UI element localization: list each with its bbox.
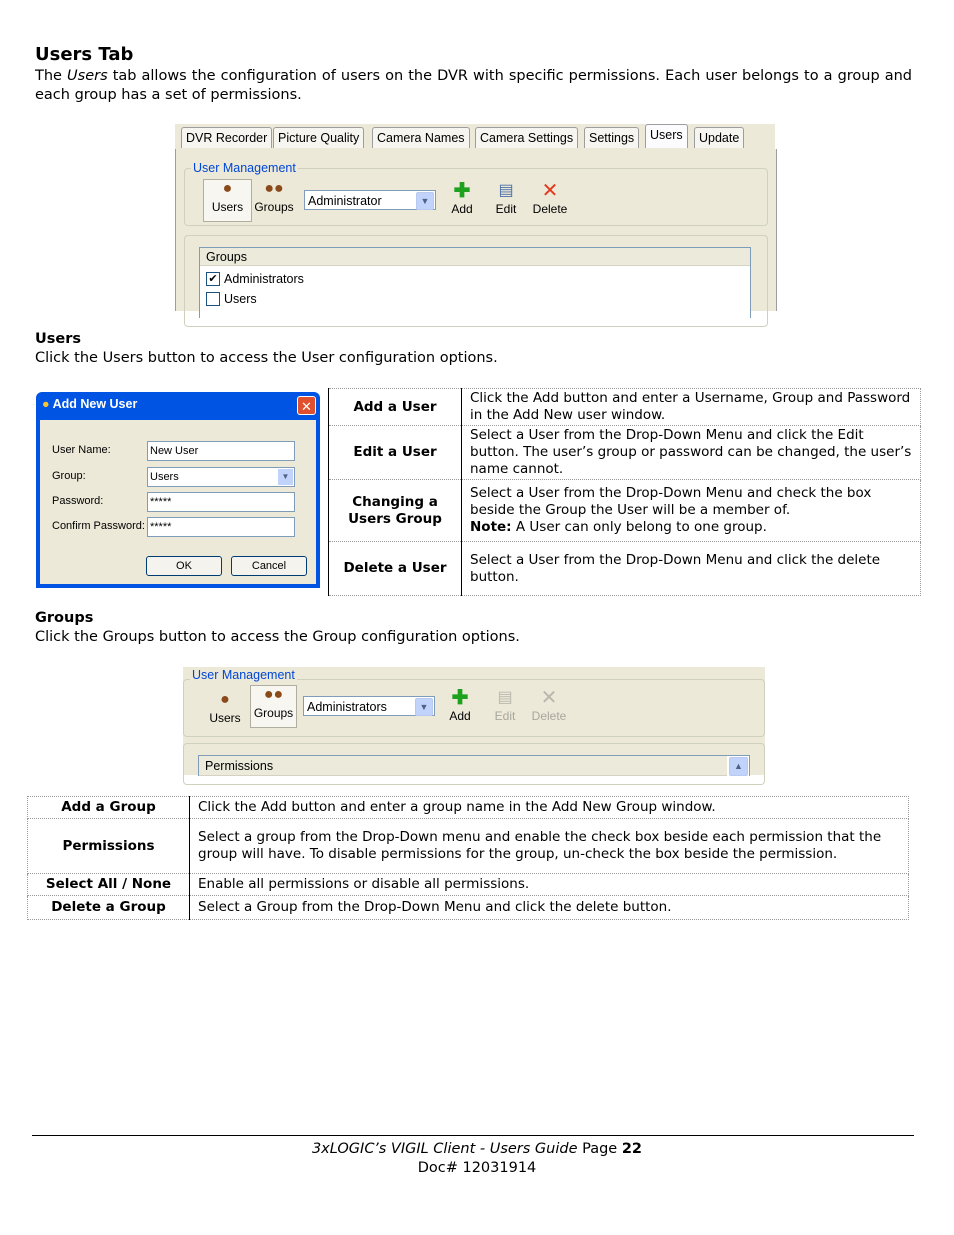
checkbox-icon: ✔ bbox=[208, 273, 218, 285]
edit-button[interactable] bbox=[488, 182, 524, 216]
users-button-label: Users bbox=[209, 711, 241, 725]
page-title: Users Tab bbox=[35, 44, 134, 65]
edit-icon: ▤ bbox=[497, 689, 513, 706]
delete-button-label: Delete bbox=[531, 709, 567, 723]
users-button[interactable] bbox=[203, 691, 247, 725]
dialog-title bbox=[42, 397, 137, 411]
tab-picture-quality[interactable]: Picture Quality bbox=[273, 127, 364, 148]
dialog-body bbox=[40, 420, 316, 584]
scroll-up-icon[interactable]: ▲ bbox=[729, 757, 748, 776]
groups-icon: ●● bbox=[263, 686, 284, 703]
users-icon: ● bbox=[220, 691, 230, 708]
footer-doc-number: Doc# 12031914 bbox=[417, 1160, 537, 1176]
delete-button-label: Delete bbox=[532, 202, 568, 216]
groups-heading: Groups bbox=[35, 610, 94, 626]
row-key: Delete a User bbox=[329, 542, 462, 596]
groups-description: Click the Groups button to access the Group configuration options. bbox=[35, 629, 520, 645]
users-tab-panel bbox=[175, 149, 777, 311]
delete-button[interactable] bbox=[528, 182, 572, 216]
group-select[interactable] bbox=[147, 467, 295, 487]
permissions-list-header: Permissions bbox=[199, 756, 727, 776]
tab-settings[interactable]: Settings bbox=[584, 127, 639, 148]
row-text: Click the Add button and enter a group name in the Add New Group window. bbox=[190, 797, 909, 819]
groups-button-label: Groups bbox=[253, 706, 294, 720]
edit-button[interactable] bbox=[487, 689, 523, 723]
edit-icon: ▤ bbox=[498, 182, 514, 199]
row-text-main: Select a User from the Drop-Down Menu and check the box beside the Group the User will be a member of. bbox=[470, 485, 872, 518]
users-button-label: Users bbox=[211, 200, 244, 214]
intro-text-start: The bbox=[35, 68, 68, 84]
row-key: Permissions bbox=[28, 819, 190, 874]
row-text: Select a User from the Drop-Down Menu and click the delete button. bbox=[462, 542, 921, 596]
row-key: Changing a Users Group bbox=[329, 480, 462, 542]
tab-update[interactable]: Update bbox=[694, 127, 744, 148]
user-management-title: User Management bbox=[193, 161, 296, 175]
intro-emphasis: Users bbox=[67, 68, 108, 84]
user-select-dropdown[interactable] bbox=[304, 190, 436, 210]
group-select-dropdown[interactable] bbox=[303, 696, 435, 716]
list-item-administrators: Administrators bbox=[224, 272, 304, 286]
users-heading: Users bbox=[35, 331, 82, 347]
add-icon: ✚ bbox=[451, 687, 469, 709]
table-row bbox=[329, 542, 921, 596]
table-row bbox=[329, 480, 921, 542]
username-field[interactable]: New User bbox=[147, 441, 295, 461]
group-dropdown-arrow-icon: ▼ bbox=[278, 469, 293, 485]
row-key: Add a User bbox=[329, 389, 462, 426]
confirm-password-label: Confirm Password: bbox=[52, 520, 145, 532]
delete-button[interactable] bbox=[527, 689, 571, 723]
table-row bbox=[28, 797, 909, 819]
intro-paragraph bbox=[35, 67, 912, 105]
tab-dvr-recorder[interactable]: DVR Recorder bbox=[181, 127, 272, 148]
add-button-label: Add bbox=[451, 202, 473, 216]
group-select-value: Administrators bbox=[307, 700, 387, 714]
delete-icon: ✕ bbox=[541, 180, 559, 202]
tab-users[interactable]: Users bbox=[645, 124, 688, 148]
edit-button-label: Edit bbox=[494, 709, 516, 723]
row-key: Edit a User bbox=[329, 426, 462, 480]
users-button[interactable] bbox=[203, 179, 252, 222]
users-icon: ● bbox=[222, 180, 233, 197]
table-row bbox=[28, 896, 909, 920]
password-label: Password: bbox=[52, 495, 104, 507]
row-text: Click the Add button and enter a Username, Group and Password in the Add New user window. bbox=[462, 389, 921, 426]
checkbox-users[interactable] bbox=[206, 292, 220, 306]
row-key: Delete a Group bbox=[28, 896, 190, 920]
note-text: A User can only belong to one group. bbox=[511, 519, 767, 535]
row-text bbox=[462, 480, 921, 542]
groups-list[interactable] bbox=[199, 247, 751, 318]
row-key: Select All / None bbox=[28, 874, 190, 896]
groups-actions-table bbox=[27, 796, 909, 920]
footer-page-word: Page bbox=[582, 1141, 618, 1157]
dropdown-arrow-icon: ▼ bbox=[415, 698, 433, 716]
checkbox-administrators[interactable] bbox=[206, 272, 220, 286]
dropdown-arrow-icon: ▼ bbox=[416, 192, 434, 210]
row-text: Enable all permissions or disable all permissions. bbox=[190, 874, 909, 896]
cancel-button[interactable]: Cancel bbox=[231, 556, 307, 576]
confirm-password-field[interactable]: ***** bbox=[147, 517, 295, 537]
add-button-label: Add bbox=[449, 709, 471, 723]
footer-divider bbox=[32, 1135, 914, 1136]
groups-button-label: Groups bbox=[254, 200, 294, 214]
group-select-value: Users bbox=[150, 471, 179, 483]
note-label: Note: bbox=[470, 519, 512, 535]
dialog-title-text: Add New User bbox=[52, 397, 138, 411]
table-row bbox=[329, 426, 921, 480]
tab-bar bbox=[175, 124, 775, 149]
edit-button-label: Edit bbox=[495, 202, 517, 216]
close-icon[interactable]: ✕ bbox=[297, 396, 316, 415]
users-actions-table bbox=[328, 388, 921, 596]
group-label: Group: bbox=[52, 470, 86, 482]
table-row bbox=[28, 819, 909, 874]
password-field[interactable]: ***** bbox=[147, 492, 295, 512]
user-select-value: Administrator bbox=[308, 194, 382, 208]
intro-text-end: tab allows the configuration of users on the DVR with specific permissions. Each user belongs to a group and each group has a set of permissions. bbox=[35, 68, 913, 103]
page-number: 22 bbox=[621, 1141, 643, 1157]
groups-icon: ●● bbox=[264, 180, 284, 197]
dialog-users-icon: ● bbox=[42, 397, 50, 411]
username-label: User Name: bbox=[52, 444, 111, 456]
add-button[interactable] bbox=[442, 689, 478, 723]
add-new-user-dialog bbox=[36, 392, 320, 588]
add-button[interactable] bbox=[444, 182, 480, 216]
permissions-list[interactable] bbox=[198, 755, 750, 776]
groups-button[interactable] bbox=[251, 180, 297, 221]
groups-view-screenshot bbox=[183, 667, 765, 775]
table-row bbox=[329, 389, 921, 426]
footer-doc-title: 3xLOGIC’s VIGIL Client - Users Guide bbox=[311, 1141, 578, 1157]
row-text: Select a Group from the Drop-Down Menu and click the delete button. bbox=[190, 896, 909, 920]
users-description: Click the Users button to access the User configuration options. bbox=[35, 350, 498, 366]
tab-camera-names[interactable]: Camera Names bbox=[372, 127, 470, 148]
list-item-users: Users bbox=[224, 292, 257, 306]
row-text: Select a User from the Drop-Down Menu and click the Edit button. The user’s group or password can be changed, the user’s name cannot. bbox=[462, 426, 921, 480]
row-key: Add a Group bbox=[28, 797, 190, 819]
tab-camera-settings[interactable]: Camera Settings bbox=[475, 127, 578, 148]
groups-button[interactable] bbox=[250, 685, 297, 728]
delete-icon: ✕ bbox=[540, 687, 558, 709]
user-management-title: User Management bbox=[192, 668, 295, 682]
ok-button[interactable]: OK bbox=[146, 556, 222, 576]
table-row bbox=[28, 874, 909, 896]
list-header-filler bbox=[730, 248, 750, 266]
row-text: Select a group from the Drop-Down menu and enable the check box beside each permission that the group will have. To disable permissions for the group, un-check the box beside the permission. bbox=[190, 819, 909, 874]
footer-title bbox=[0, 1141, 954, 1157]
groups-list-header: Groups bbox=[200, 248, 730, 266]
add-icon: ✚ bbox=[453, 180, 471, 202]
